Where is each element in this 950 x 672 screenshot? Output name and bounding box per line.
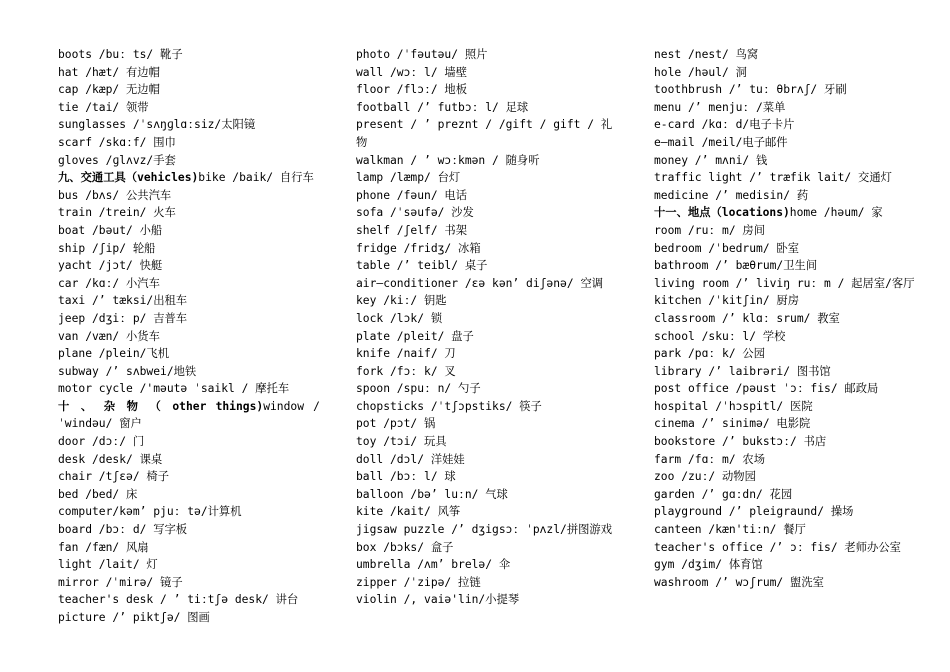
vocabulary-column-right <box>654 46 916 591</box>
vocab-entry: sofa /ˈsəufə/ 沙发 <box>356 206 474 220</box>
vocab-entry: table /’ teibl/ 桌子 <box>356 259 488 273</box>
vocab-entry: hole /həul/ 洞 <box>654 65 747 79</box>
vocab-entry: lock /lɔk/ 锁 <box>356 311 443 325</box>
vocab-entry: ball /bɔː l/ 球 <box>356 470 456 484</box>
vocab-entry: gym /dʒim/ 体育馆 <box>654 558 763 572</box>
vocab-entry: mirror /ˈmirə/ 镜子 <box>58 575 183 589</box>
vocab-entry: playground /’ pleigraund/ 操场 <box>654 505 854 519</box>
vocab-entry: garden /’ gɑːdn/ 花园 <box>654 487 793 501</box>
vocab-entry: desk /desk/ 课桌 <box>58 452 163 466</box>
vocab-entry: kitchen /ˈkitʃin/ 厨房 <box>654 294 800 308</box>
section-heading-things <box>58 398 320 433</box>
vocab-entry: living room /’ liviŋ ruː m / 起居室/客厅 <box>654 276 915 290</box>
vocab-entry: yacht /jɔt/ 快艇 <box>58 259 163 273</box>
vocab-entry: gloves /ɡlʌvz/手套 <box>58 153 176 167</box>
vocab-entry: bedroom /ˈbedrum/ 卧室 <box>654 241 800 255</box>
vocab-entry: fan /fæn/ 风扇 <box>58 540 149 554</box>
vocab-entry: board /bɔː d/ 写字板 <box>58 523 188 537</box>
vocab-entry: balloon /bə’ luːn/ 气球 <box>356 487 508 501</box>
vocab-entry: pot /pɔt/ 锅 <box>356 417 436 431</box>
vocab-entry: key /kiː/ 钥匙 <box>356 294 447 308</box>
vocab-entry: door /dɔː/ 门 <box>58 435 145 449</box>
vocab-entry: football /’ futbɔː l/ 足球 <box>356 100 529 114</box>
vocab-entry: bathroom /’ bæθrum/卫生间 <box>654 259 818 273</box>
vocab-entry: window /ˈwindəu/ 窗户 <box>58 399 320 431</box>
vocab-entry: kite /kait/ 风筝 <box>356 505 461 519</box>
vocab-entry: zipper /ˈzipə/ 拉链 <box>356 575 481 589</box>
vocab-entry: washroom /’ wɔʃrum/ 盥洗室 <box>654 575 824 589</box>
vocab-entry: cap /kæp/ 无边帽 <box>58 83 160 97</box>
vocab-entry: chair /tʃɛə/ 椅子 <box>58 470 170 484</box>
vocab-entry: bus /bʌs/ 公共汽车 <box>58 188 172 202</box>
vocab-entry: sunglasses /ˈsʌŋɡlɑːsiz/太阳镜 <box>58 118 256 132</box>
vocab-entry: doll /dɔl/ 洋娃娃 <box>356 452 465 466</box>
vocab-entry: menu /’ menjuː /菜单 <box>654 100 786 114</box>
vocab-entry: traffic light /’ træfik lait/ 交通灯 <box>654 171 892 185</box>
vocab-entry: boat /bəut/ 小船 <box>58 223 163 237</box>
vocab-entry: wall /wɔː l/ 墙壁 <box>356 65 468 79</box>
vocab-entry: home /həum/ 家 <box>789 206 883 220</box>
vocab-entry: knife /naif/ 刀 <box>356 347 456 361</box>
vocab-entry: phone /fəun/ 电话 <box>356 188 468 202</box>
vocab-entry: light /lait/ 灯 <box>58 558 158 572</box>
vocab-entry: motor cycle /'məutə ˈsaikl / 摩托车 <box>58 382 290 396</box>
vocab-entry: air—conditioner /ɛə kən’ diʃənə/ 空调 <box>356 276 604 290</box>
section-title-locations: 十一、地点（locations) <box>654 206 790 220</box>
vocab-entry: fork /fɔː k/ 叉 <box>356 364 456 378</box>
vocab-entry: jigsaw puzzle /’ dʒigsɔː ˈpʌzl/拼图游戏 <box>356 523 613 537</box>
vocab-entry: hat /hæt/ 有边帽 <box>58 65 160 79</box>
vocab-entry: classroom /’ klɑː srum/ 教室 <box>654 311 840 325</box>
vocab-entry: farm /fɑː m/ 农场 <box>654 452 766 466</box>
vocab-entry: tie /tai/ 领带 <box>58 100 149 114</box>
vocab-entry: e-card /kɑː d/电子卡片 <box>654 118 795 132</box>
vocab-entry: school /skuː l/ 学校 <box>654 329 786 343</box>
vocabulary-column-middle <box>356 46 618 609</box>
section-title-things: 十 、 杂 物 （ other things) <box>58 399 264 413</box>
vocab-entry: picture /’ piktʃə/ 图画 <box>58 611 210 624</box>
vocab-entry: computer/kəm’ pjuː tə/计算机 <box>58 505 242 519</box>
vocab-entry: floor /flɔː/ 地板 <box>356 83 468 97</box>
vocabulary-column-left <box>58 46 320 627</box>
vocab-entry: bookstore /’ bukstɔː/ 书店 <box>654 435 827 449</box>
vocab-entry: umbrella /ʌm’ brelə/ 伞 <box>356 558 511 572</box>
vocab-entry: shelf /ʃelf/ 书架 <box>356 223 468 237</box>
vocab-entry: cinema /’ sinimə/ 电影院 <box>654 417 811 431</box>
vocab-entry: toy /tɔi/ 玩具 <box>356 435 447 449</box>
vocab-entry: violin /, vaiə'lin/小提琴 <box>356 593 520 607</box>
vocab-entry: plane /plein/飞机 <box>58 347 170 361</box>
vocab-entry: toothbrush /’ tuː θbrʌʃ/ 牙刷 <box>654 83 847 97</box>
vocab-entry: hospital /ˈhɔspitl/ 医院 <box>654 399 813 413</box>
vocab-entry: plate /pleit/ 盘子 <box>356 329 474 343</box>
vocab-entry: jeep /dʒiː p/ 吉普车 <box>58 311 188 325</box>
vocab-entry: taxi /’ tæksi/出租车 <box>58 294 188 308</box>
vocab-entry: zoo /zuː/ 动物园 <box>654 470 756 484</box>
vocab-entry: car /kɑː/ 小汽车 <box>58 276 160 290</box>
section-heading-vehicles <box>58 169 320 187</box>
vocab-entry: train /trein/ 火车 <box>58 206 176 220</box>
vocab-entry: spoon /spuː n/ 勺子 <box>356 382 481 396</box>
vocab-entry: money /’ mʌni/ 钱 <box>654 153 768 167</box>
vocab-entry: lamp /læmp/ 台灯 <box>356 171 461 185</box>
vocab-entry: van /væn/ 小货车 <box>58 329 160 343</box>
section-title-vehicles: 九、交通工具（vehicles) <box>58 171 199 185</box>
vocab-entry: bed /bed/ 床 <box>58 487 138 501</box>
vocab-entry: fridge /fridʒ/ 冰箱 <box>356 241 481 255</box>
section-heading-locations <box>654 204 916 222</box>
vocab-entry: walkman / ’ wɔːkmən / 随身听 <box>356 153 540 167</box>
vocab-entry: e—mail /meil/电子邮件 <box>654 135 788 149</box>
vocab-entry: post office /pəust ˈɔː fis/ 邮政局 <box>654 382 879 396</box>
vocab-entry: library /’ laibrəri/ 图书馆 <box>654 364 831 378</box>
vocab-entry: box /bɔks/ 盒子 <box>356 540 454 554</box>
vocab-entry: boots /buː ts/ 靴子 <box>58 48 183 61</box>
vocab-entry: canteen /kæn'tiːn/ 餐厅 <box>654 523 806 537</box>
vocab-entry: medicine /’ medisin/ 药 <box>654 188 809 202</box>
vocab-entry: teacher's desk / ’ tiːtʃə desk/ 讲台 <box>58 593 299 607</box>
vocab-entry: nest /nest/ 鸟窝 <box>654 48 759 61</box>
vocab-entry: ship /ʃip/ 轮船 <box>58 241 156 255</box>
vocab-entry: bike /baik/ 自行车 <box>198 171 314 185</box>
vocab-entry: scarf /skɑːf/ 围巾 <box>58 135 176 149</box>
vocab-entry: room /ruː m/ 房间 <box>654 223 766 237</box>
vocab-entry: present / ’ preznt / /gift / gift / 礼物 <box>356 118 613 149</box>
vocab-entry: teacher's office /’ ɔː fis/ 老师办公室 <box>654 540 901 554</box>
vocab-entry: subway /’ sʌbwei/地铁 <box>58 364 197 378</box>
vocab-entry: park /pɑː k/ 公园 <box>654 347 766 361</box>
vocab-entry: chopsticks /ˈtʃɔpstiks/ 筷子 <box>356 399 542 413</box>
vocab-entry: photo /ˈfəutəu/ 照片 <box>356 48 488 61</box>
